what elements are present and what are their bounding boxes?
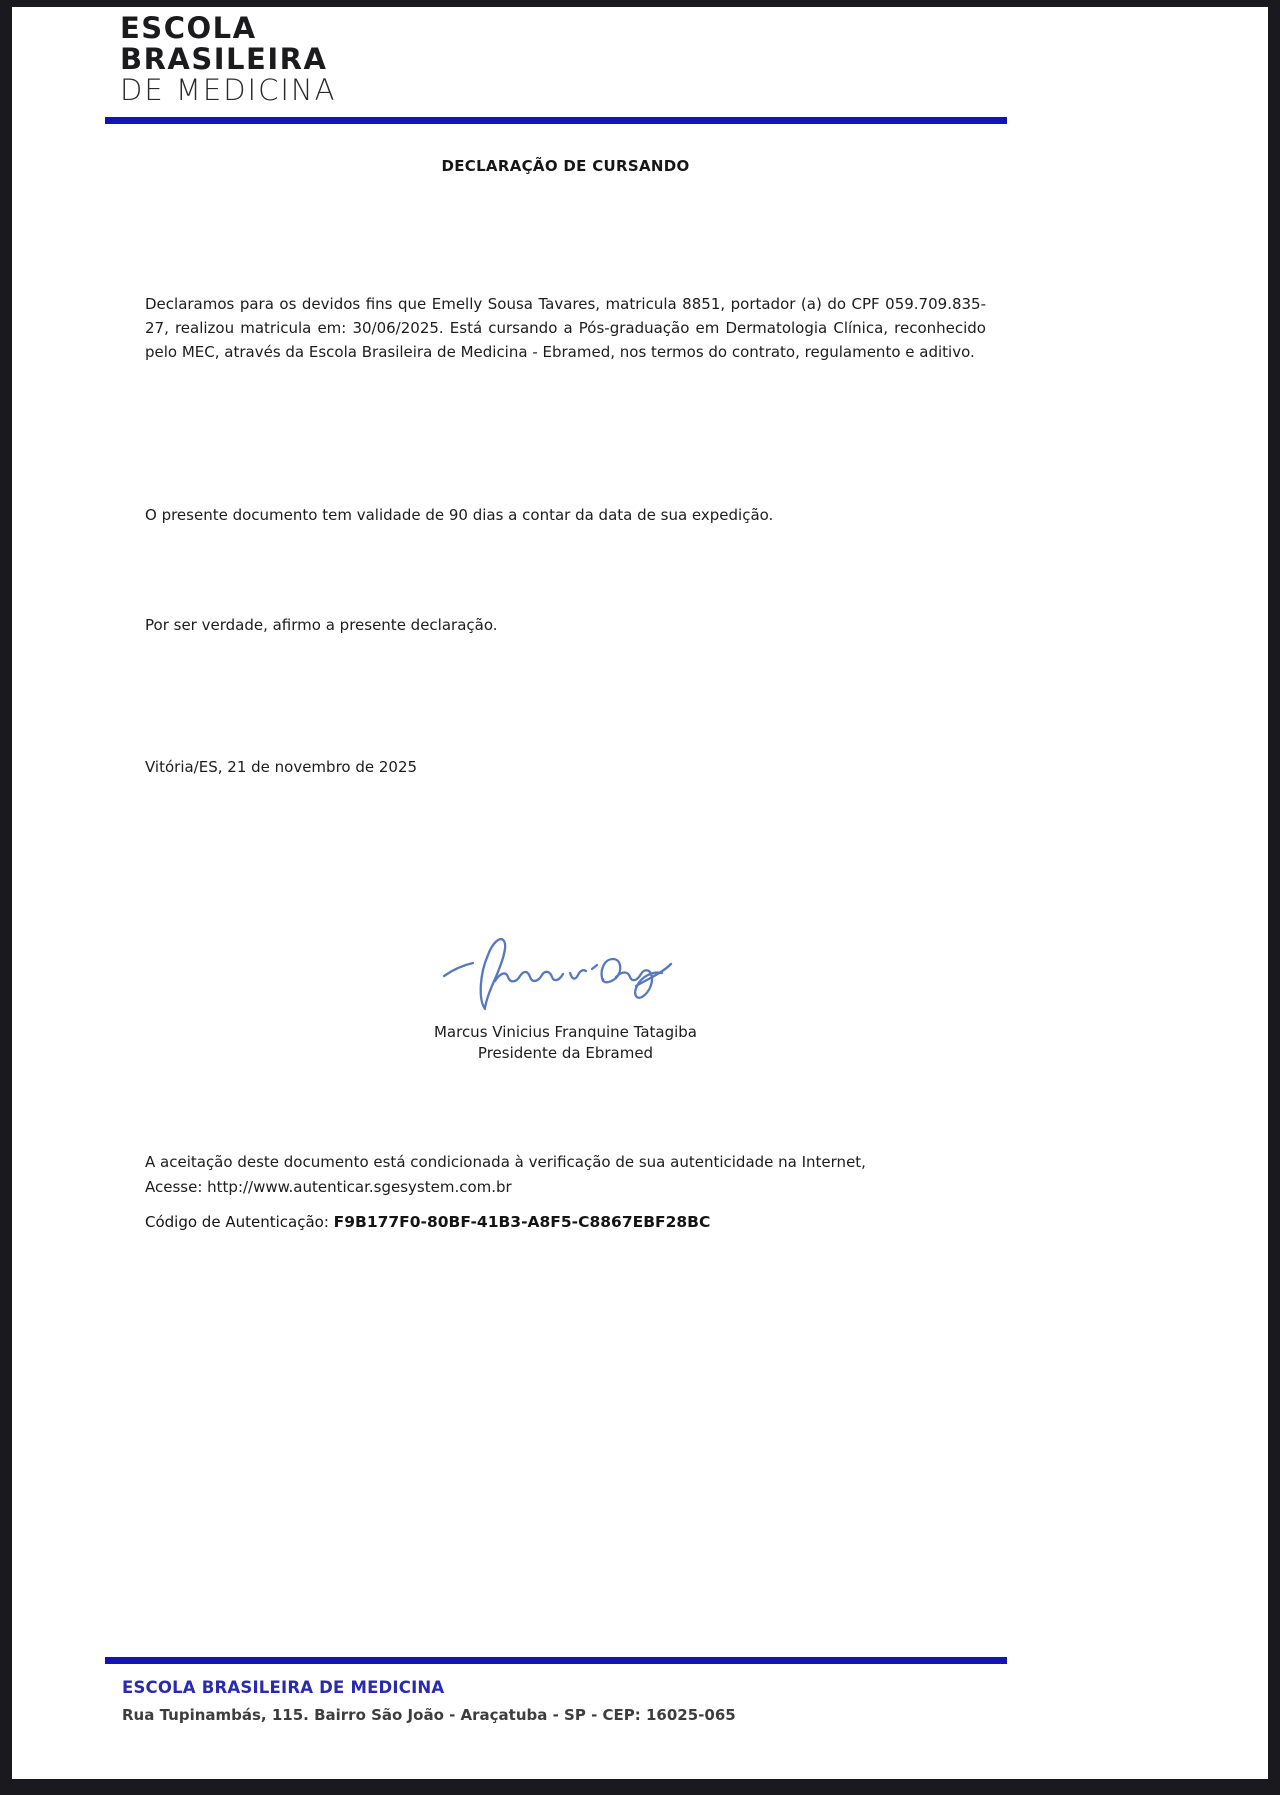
signer-block — [145, 1022, 986, 1064]
date-place-line: Vitória/ES, 21 de novembro de 2025 — [145, 758, 418, 776]
declaration-paragraph: Declaramos para os devidos fins que Emelly Sousa Tavares, matricula 8851, portador (a) do CPF 059.709.835-27, realizou matricula em: 30/06/2025. Está cursando a Pós-graduação em Dermatologia Clínica, reconhecido pelo MEC, através da Escola Brasileira de Medicina - Ebramed, nos termos do contrato, regulamento e aditivo. — [145, 295, 986, 361]
footer-divider — [105, 1657, 1007, 1664]
authentication-code-label: Código de Autenticação: — [145, 1213, 334, 1231]
footer-address: Rua Tupinambás, 115. Bairro São João - Araçatuba - SP - CEP: 16025-065 — [122, 1706, 736, 1724]
logo-line-2: BRASILEIRA — [120, 42, 328, 76]
document-title: DECLARAÇÃO DE CURSANDO — [441, 157, 690, 175]
validity-paragraph: O presente documento tem validade de 90 dias a contar da data de sua expedição. — [145, 506, 774, 524]
document-page — [12, 7, 1268, 1779]
affirmation-paragraph: Por ser verdade, afirmo a presente declaração. — [145, 616, 498, 634]
verification-line-2: Acesse: http://www.autenticar.sgesystem.com.br — [145, 1178, 512, 1196]
logo-line-3: DE MEDICINA — [120, 73, 337, 107]
authentication-code-value: F9B177F0-80BF-41B3-A8F5-C8867EBF28BC — [333, 1213, 711, 1231]
org-logo — [120, 13, 336, 106]
signature-image — [440, 929, 675, 1014]
signer-role: Presidente da Ebramed — [477, 1044, 654, 1062]
header-divider — [105, 117, 1007, 124]
logo-line-1: ESCOLA — [120, 11, 257, 45]
footer-org-name: ESCOLA BRASILEIRA DE MEDICINA — [122, 1678, 445, 1697]
verification-note — [145, 1150, 986, 1200]
verification-line-1: A aceitação deste documento está condicionada à verificação de sua autenticidade na Internet, — [145, 1153, 866, 1171]
authentication-code-line — [145, 1213, 986, 1231]
signer-name: Marcus Vinicius Franquine Tatagiba — [433, 1023, 698, 1041]
